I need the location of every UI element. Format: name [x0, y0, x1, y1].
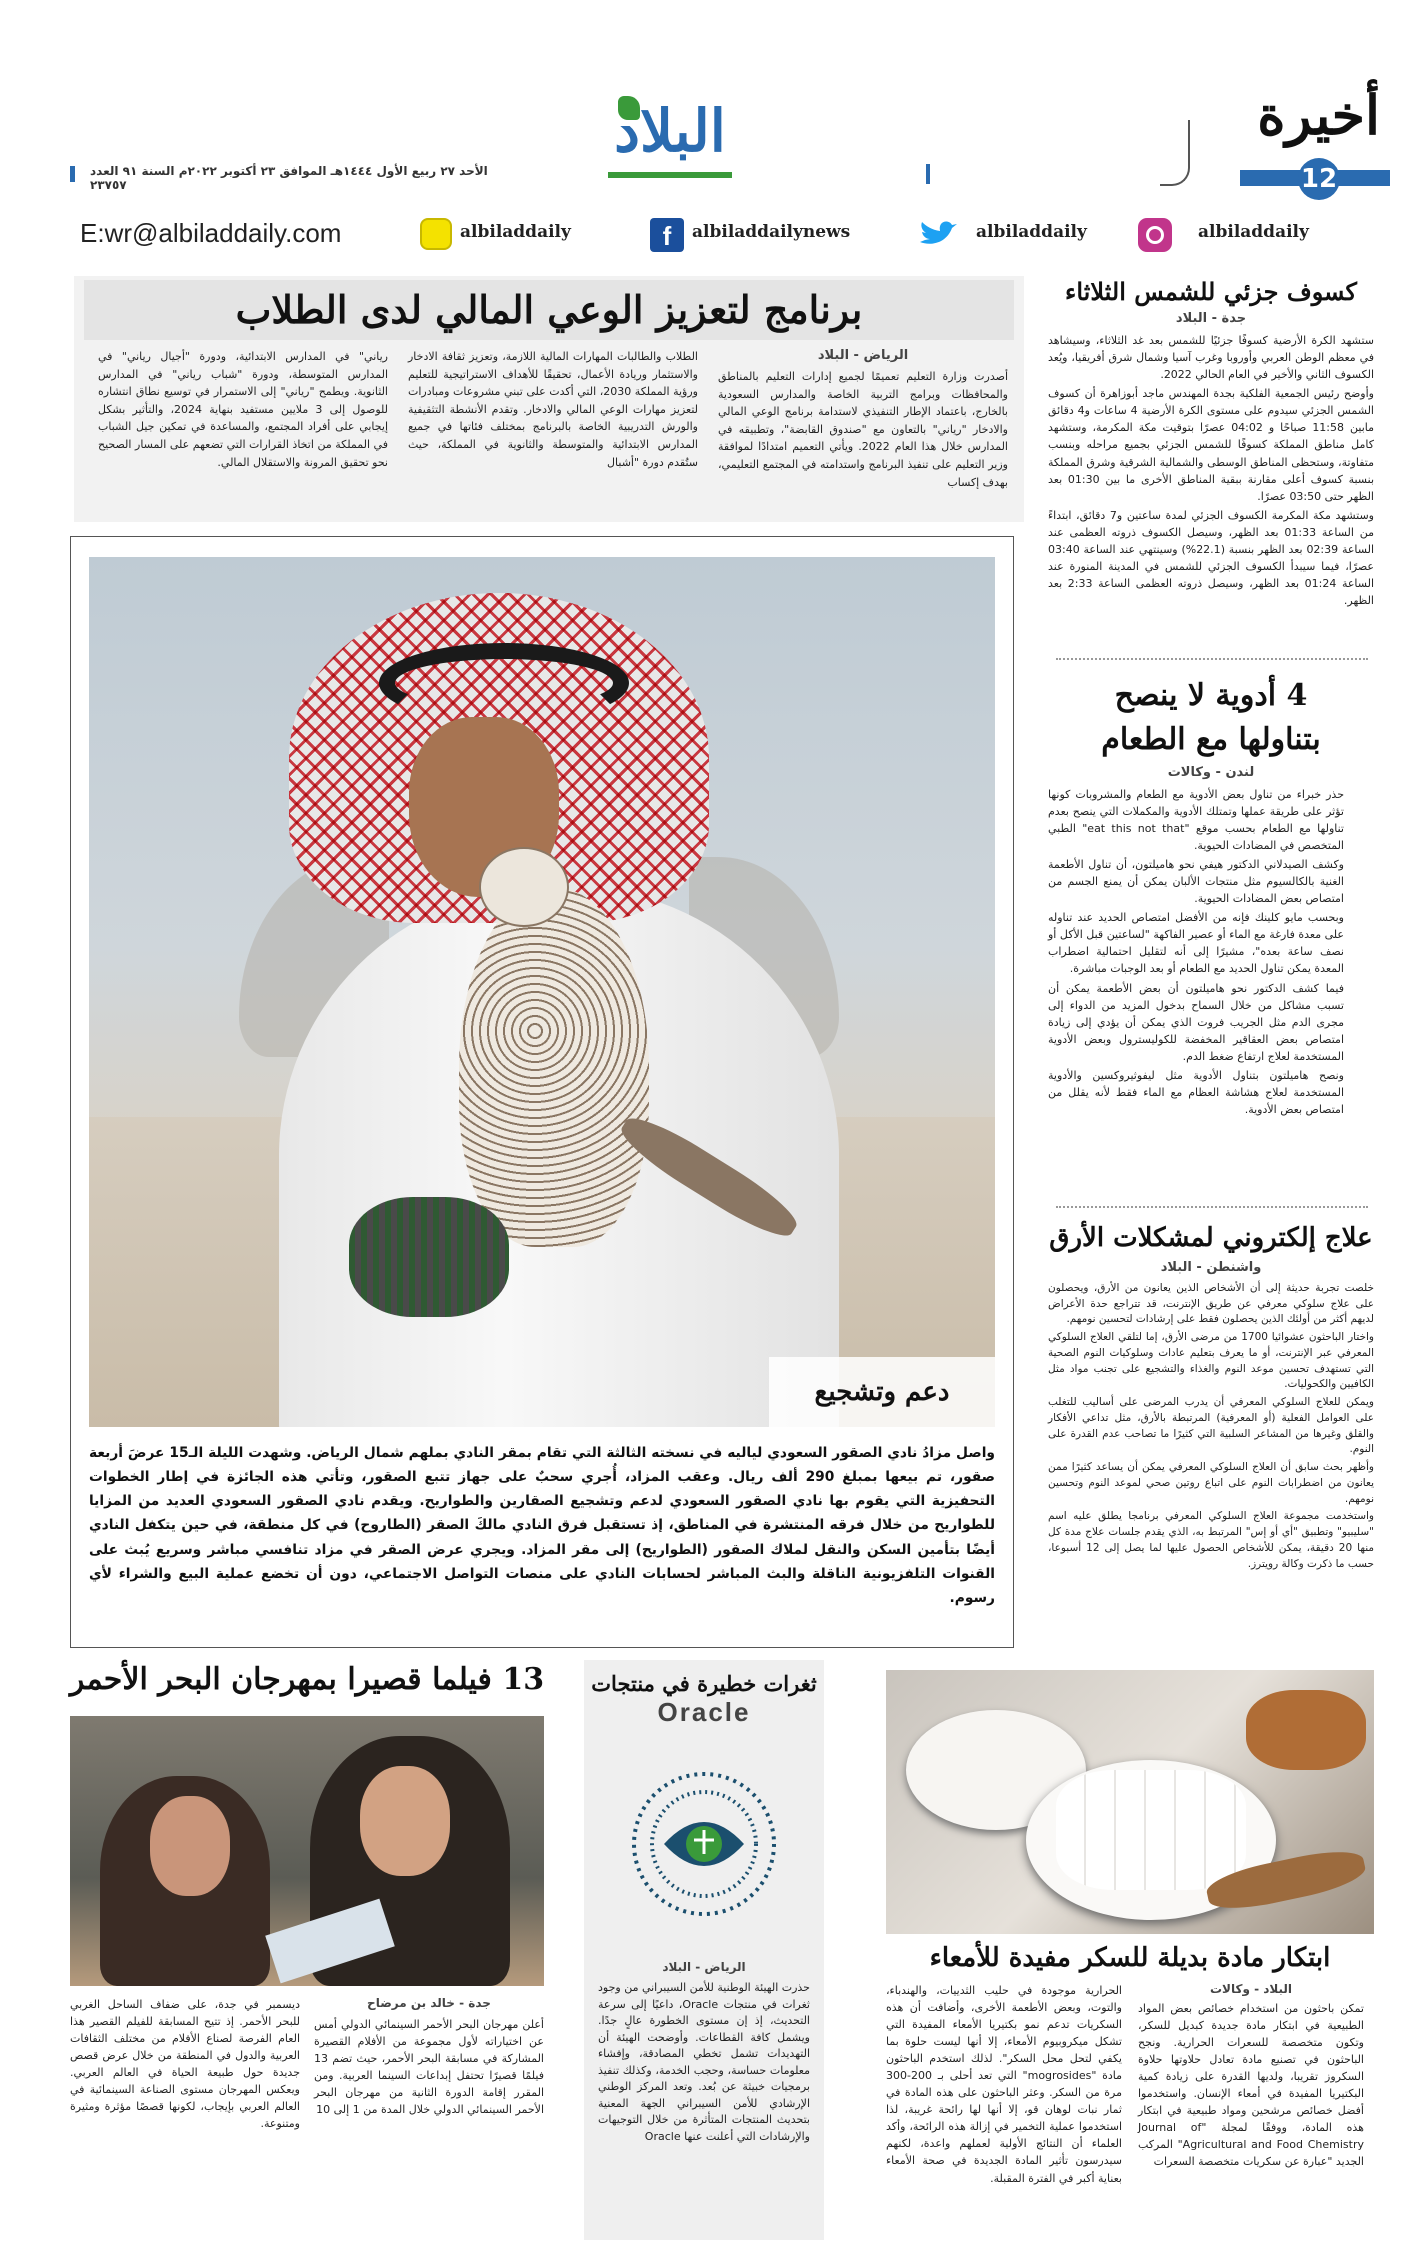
falcon-caption: دعم وتشجيع	[769, 1357, 995, 1427]
insomnia-paragraph: خلصت تجربة حديثة إلى أن الأشخاص الذين يعانون من الأرق، ويحصلون على علاج سلوكي معرفي عن طريق الإنترنت، قد تتراجع حدة الأعراض لديهم أكثر من أولئك الذين يحصلون فقط على إرشادات لتحسين نومهم.	[1048, 1281, 1374, 1326]
separator	[1056, 1206, 1368, 1208]
social-handle-facebook[interactable]: albiladdailynews	[692, 222, 851, 242]
masthead-rule	[1160, 120, 1190, 186]
medicines-paragraph: حذر خبراء من تناول بعض الأدوية مع الطعام والمشروبات كونها تؤثر على طريقة عملها وتمتلك الأدوية والمكملات التي ينصح بعدم تناولها مع الطعام بحسب موقع "eat this not that" الطبي المتخصص في المضادات الحيوية.	[1048, 788, 1344, 853]
finance-column-3: رياني" في المدارس الابتدائية، ودورة "أجيال رياني" في المدارس المتوسطة، ودورة "شباب رياني" في المدارس الثانوية. ويطمح "رياني" إلى الاستمرار في توسيع نطاق انتشاره للوصول إلى 3 ملايين مستفيد بنهاية 2024، والتأثير بشكل إيجابي على أفراد المجتمع، والمساعدة في تمكين جيل الشباب في المملكة من اتخاذ القرارات التي تضعهم على المسار الصحيح نحو تحقيق المرونة والاستقلال المالي.	[98, 350, 389, 469]
sugar-title: ابتكار مادة بديلة للسكر مفيدة للأمعاء	[929, 1943, 1331, 1973]
films-face-left	[150, 1796, 230, 1896]
medicines-body	[1048, 786, 1374, 1118]
oracle-brand: Oracle	[657, 1697, 751, 1728]
films-title: 13 فيلما قصيرا بمهرجان البحر الأحمر	[69, 1662, 545, 1697]
insomnia-paragraph: وأظهر بحث سابق أن العلاج السلوكي المعرفي يمكن أن يساعد كثيرًا ممن يعانون من اضطرابات النوم على اتباع روتين صحي لموعد النوم وتحسين نومهم.	[1048, 1461, 1374, 1505]
sugar-photo	[886, 1670, 1374, 1934]
medicines-paragraph: وكشف الصيدلاني الدكتور هيفي نحو هاميلتون، أن تناول الأطعمة الغنية بالكالسيوم مثل منتجات الألبان يمكن أن يمنع الجسم من امتصاص بعض المضادات الحيوية.	[1048, 858, 1344, 906]
oracle-title: ثغرات خطيرة في منتجات	[591, 1671, 817, 1696]
insomnia-body	[1048, 1281, 1374, 1573]
brown-sugar	[1246, 1690, 1366, 1770]
eclipse-article	[1048, 276, 1374, 656]
medicines-paragraph: فيما كشف الدكتور نحو هاميلتون أن بعض الأطعمة يمكن أن تسبب مشاكل من خلال السماح بدخول المزيد من الدواء إلى مجرى الدم مثل الجريب فروت الذي يمكن أن يؤدي إلى زيادة امتصاص بعض العقاقير المخفضة للكوليسترول وبعض الأدوية المستخدمة لعلاج ارتفاع ضغط الدم.	[1048, 981, 1344, 1063]
eclipse-paragraph: وستشهد مكة المكرمة الكسوف الجزئي لمدة ساعتين و7 دقائق، ابتداءً من الساعة 01:33 بعد الظهر، وسيصل الكسوف ذروته العظمى عند الساعة 02:39 بعد الظهر بنسبة (22.1%) وسينتهي عند الساعة 03:40 عصرًا، فيما سيبدأ الكسوف الجزئي للشمس في المدينة المنورة عند الساعة 01:24 بعد الظهر، وسيصل ذروته العظمى الساعة 2:33 بعد الظهر.	[1048, 508, 1375, 607]
films-byline: جدة - خالد بن مرضاح	[367, 1996, 491, 2010]
films-face-right	[360, 1766, 450, 1876]
falconer-glove	[349, 1197, 509, 1317]
separator	[1056, 658, 1368, 660]
medicines-paragraph: ونصح هاميلتون بتناول الأدوية مثل ليفوثيروكسين والأدوية المستخدمة لعلاج هشاشة العظام مع الماء فقط لأنه يقلل من امتصاص بعض الأدوية.	[1048, 1068, 1344, 1116]
eclipse-paragraph: وأوضح رئيس الجمعية الفلكية بجدة المهندس ماجد أبوزاهرة أن كسوف الشمس الجزئي سيدوم على مستوى الكرة الأرضية 4 ساعات و4 دقائق مابين 11:58 صباحًا و 04:02 عصرًا بتوقيت مكة المكرمة، وستشهد كامل مناطق المملكة كسوفًا للشمس الجزئي بجميع مراحله وبنسب متفاوتة، وستحظى المناطق الوسطى والشمالية الشرقية وشرق المملكة بنسبة كسوف أعلى مقارنة ببقية المناطق الأخرى ما بين 01:30 بعد الظهر حتى 03:50 عصرًا.	[1048, 387, 1375, 503]
eclipse-byline: جدة - البلاد	[1175, 311, 1247, 327]
eclipse-body	[1048, 332, 1374, 609]
falcon-body-text: واصل مزادُ نادي الصقور السعودي لياليه في نسخته الثالثة التي تقام بمقر النادي بملهم شمال الرياض. وشهدت الليلة الـ15 عرضَ أربعة صقور، تم بيعها بمبلغ 290 ألف ريال. وعقب المزاد، أُجري سحبٌ على جهاز تتبع الصقور، وتأتي هذه الجائزة في إطار الخطوات التحفيزية التي يقوم بها نادي الصقور السعودي لدعم وتشجيع الصقارين والطواريح. ويقدم نادي الصقور السعودي العديد من المزايا للطواريح من خلال فرقه المنتشرة في المناطق، إذ تستقبل فرق النادي مالكَ الصقر (الطاروح) في كل منطقة، في حين يتكفل النادي أيضًا بتأمين السكن والنقل لملاك الصقور (الطواريح) إلى مقر المزاد. ويجري عرض الصقر في مزاد تنافسي مباشر وسريع يُبث على القنوات التلفزيونية الناقلة والبث المباشر لحسابات النادي على منصات التواصل الاجتماعي، دون أن تخضع عملية البيع والشراء لأي رسوم.	[89, 1445, 995, 1606]
oracle-body: حذرت الهيئة الوطنية للأمن السيبراني من وجود ثغرات في منتجات Oracle، داعيًا إلى سرعة التحديث، إذ إن مستوى الخطورة عالٍ جدًا. ويشمل كافة القطاعات. وأوضحت الهيئة أن التهديدات تشمل تخطي المصادقة، وإفشاء معلومات حساسة، وحجب الخدمة، وكذلك تنفيذ برمجيات خبيثة عن بُعد. وتعد المركز الوطني الإرشادي للأمن السيبراني الجهة المعنية بتحديث المنتجات المتأثرة من خلال التوجيهات والإرشادات التي أعلنت عنها Oracle	[598, 1981, 810, 2143]
section-title: أخيرة	[1257, 83, 1380, 147]
falcon-feature	[70, 536, 1014, 1648]
films-column-left: ديسمبر في جدة، على ضفاف الساحل الغربي للبحر الأحمر. إذ تتيح المسابقة للفيلم القصير هذا العام الفرصة لصناع الأفلام من مختلف الثقافات العربية والدول في المنطقة من خلال عرض قصص جديدة حول طبيعة الحياة في العالم العربي. ويعكس المهرجان مستوى الصناعة السينمائية في العالم العربي بإيجاب، لكونها قصصًا مؤثرة ومثيرة ومتنوعة.	[70, 1998, 300, 2131]
medicines-title: 4 أدوية لا ينصح بتناولها مع الطعام	[1101, 678, 1321, 757]
falcon-photo	[89, 557, 995, 1427]
email[interactable]: E:wr@albiladdaily.com	[80, 218, 342, 248]
insomnia-paragraph: واستخدمت مجموعة العلاج السلوكي المعرفي برنامجا يطلق عليه اسم "سليبيو" وتطبيق "أي أو إس" المرتبط به، الذي يقدم جلسات علاج مدة كل منها 20 دقيقة، يمكن للأشخاص الحصول عليها لما يصل إلى 12 أسبوعا، حسب ما ذكرت وكالة رويترز.	[1048, 1510, 1375, 1570]
snapchat-icon	[420, 218, 452, 250]
sugar-byline: البلاد - وكالات	[1209, 1982, 1293, 1996]
oracle-article	[584, 1660, 824, 2240]
oracle-byline: الرياض - البلاد	[662, 1960, 746, 1974]
date-line-marker	[70, 166, 75, 182]
facebook-icon: f	[650, 218, 684, 252]
finance-title: برنامج لتعزيز الوعي المالي لدى الطلاب	[84, 280, 1014, 340]
finance-column-1: أصدرت وزارة التعليم تعميمًا لجميع إدارات التعليم بالمناطق والمحافظات وبرامج التربية الخاصة والمدارس السعودية بالخارج، باعتماد الإطار التنفيذي لاستدامة برنامج الوعي المالي والادخار "رياني" بالتعاون مع "صندوق القابضة"، وتطبيقه في المدارس خلال هذا العام 2022. ويأتي التعميم امتدادًا لموافقة وزير التعليم على تنفيذ البرنامج واستدامته في المجتمع التعليمي، بهدف إكساب	[718, 370, 1008, 489]
social-handle-snapchat[interactable]: albiladdaily	[460, 222, 571, 242]
finance-article	[74, 276, 1024, 522]
sugar-article	[886, 1670, 1374, 2240]
sugar-column-right: تمكن باحثون من استخدام خصائص بعض المواد الطبيعية في ابتكار مادة جديدة كبديل للسكر، وتكون متخصصة للسعرات الحرارية. ونجح الباحثون في تصنيع مادة تعادل حلاوتها حلاوة السكروز تقريبا، ولديها القدرة على زيادة كمية البكتيريا المفيدة في أمعاء الإنسان. واستخدموا أفضل خصائص مرشحين ومواد طبيعية في ابتكار هذه المادة، ووفقًا لمجلة "Journal of Agricultural and Food Chemistry" المركب الجديد "عبارة عن سكريات متخصصة السعرات	[1138, 2002, 1364, 2169]
sugar-column-left: الحرارية موجودة في حليب الثدييات، والهندباء، والتوت، وبعض الأطعمة الأخرى، وأضافت أن هذه السكريات تدعم نمو بكتيريا الأمعاء المفيدة التي تشكل ميكروبيوم الأمعاء، إلا أنها ليست حلوة بما يكفي لتحل محل السكر". لذلك استخدم الباحثون مادة "mogrosides" التي تعد أحلى بـ 200-300 مرة من السكر. وعثر الباحثون على هذه المادة في ثمار نبات لوهان قو، إلا أنها لها رائحة غريبة، لذا استخدموا عملية التخمير في إزالة هذه الرائحة، وأكد العلماء أن النتائج الأولية لعملهم واعدة، لكنهم سيدرسون تأثير المادة الجديدة في صحة الأمعاء بعناية أكبر في الفترة المقبلة.	[886, 1984, 1123, 2185]
insomnia-paragraph: واختار الباحثون عشوائيا 1700 من مرضى الأرق، إما لتلقي العلاج السلوكي المعرفي عبر الإنترنت، أو ما يعرف بتعليم عادات وسلوكيات النوم الصحية التي تستهدف تحسين موعد النوم والغذاء والتشجيع على تجنب مواد مثل الكافيين والكحوليات.	[1048, 1331, 1374, 1391]
sugar-cubes	[1056, 1770, 1246, 1890]
twitter-icon	[918, 220, 958, 248]
insomnia-article	[1048, 1222, 1374, 1662]
medicines-byline: لندن - وكالات	[1167, 765, 1255, 780]
page-number-badge	[1298, 158, 1340, 200]
finance-column-2: الطلاب والطالبات المهارات المالية اللازمة، وتعزيز ثقافة الادخار والاستثمار وريادة الأعمال، تحقيقًا للأهداف الاستراتيجية للتعليم ورؤية المملكة 2030، التي أكدت على تبني مشروعات ومبادرات لتعزيز مهارات الوعي المالي والادخار. وتقدم الأنشطة التثقيفية والورش التدريبية الخاصة بالبرنامج بمختلف فئاتها في جميع المدارس الابتدائية والمتوسطة والثانوية في المملكة، حيث ستُقدم دورة "أشبال	[408, 350, 698, 469]
social-handle-instagram[interactable]: albiladdaily	[1198, 222, 1309, 242]
eclipse-title: كسوف جزئي للشمس الثلاثاء	[1065, 277, 1357, 306]
insomnia-paragraph: ويمكن للعلاج السلوكي المعرفي أن يدرب المرضى على أساليب للتغلب على العوامل الفعلية (أو المعرفية) المرتبطة بالأرق، مثل تداعي الأفكار والقلق وغيرها من المشاعر السلبية التي كثيرًا ما تصاحب عدم القدرة على النوم.	[1048, 1396, 1374, 1456]
date-line-text: الأحد ٢٧ ربيع الأول ١٤٤٤هـ الموافق ٢٣ أكتوبر ٢٠٢٢م السنة ٩١ العدد ٢٣٧٥٧	[90, 164, 488, 192]
falcon-body	[459, 887, 649, 1247]
eclipse-paragraph: ستشهد الكرة الأرضية كسوفًا جزئيًا للشمس بعد غد الثلاثاء، وسيشاهد في معظم الوطن العربي وأوروبا وغرب آسيا وشمال شرق أفريقيا، ويُعد الكسوف الثاني والأخير في العام الحالي 2022.	[1048, 334, 1374, 382]
medicines-paragraph: وبحسب مايو كلينك فإنه من الأفضل امتصاص الحديد عند تناوله على معدة فارغة مع الماء أو عصير الفاكهة "لساعتين قبل الأكل أو نصف ساعة بعده"، مشيرًا إلى أنه لتقليل احتمالية اضطراب المعدة يمكن تناول الحديد مع الطعام أو بعد الوجبات مباشرة.	[1048, 911, 1344, 976]
films-column-right: أعلن مهرجان البحر الأحمر السينمائي الدولي أمس عن اختياراته لأول مجموعة من الأفلام القصيرة المشاركة في مسابقة البحر الأحمر، حيث تضم 13 فيلمًا قصيرًا تحتفل إبداعات السينما العربية. ومن المقرر إقامة الدورة الثانية من مهرجان البحر الأحمر السينمائي الدولي خلال المدة من 1 إلى 10	[314, 2018, 544, 2117]
finance-byline: الرياض - البلاد	[817, 348, 909, 363]
man-agal	[379, 643, 629, 723]
oracle-logo	[630, 1770, 778, 1918]
logo-text: البلاد	[614, 97, 726, 165]
instagram-icon	[1138, 218, 1172, 252]
films-article	[60, 1660, 554, 2240]
falcon-head	[479, 847, 569, 927]
social-handle-twitter[interactable]: albiladdaily	[976, 222, 1087, 242]
films-photo	[70, 1716, 544, 1986]
insomnia-byline: واشنطن - البلاد	[1160, 1259, 1262, 1275]
medicines-article	[1048, 674, 1374, 1194]
masthead	[0, 0, 1420, 200]
insomnia-title: علاج إلكتروني لمشكلات الأرق	[1049, 1223, 1373, 1253]
page-number: 12	[1300, 164, 1338, 194]
social-row	[80, 214, 1360, 254]
